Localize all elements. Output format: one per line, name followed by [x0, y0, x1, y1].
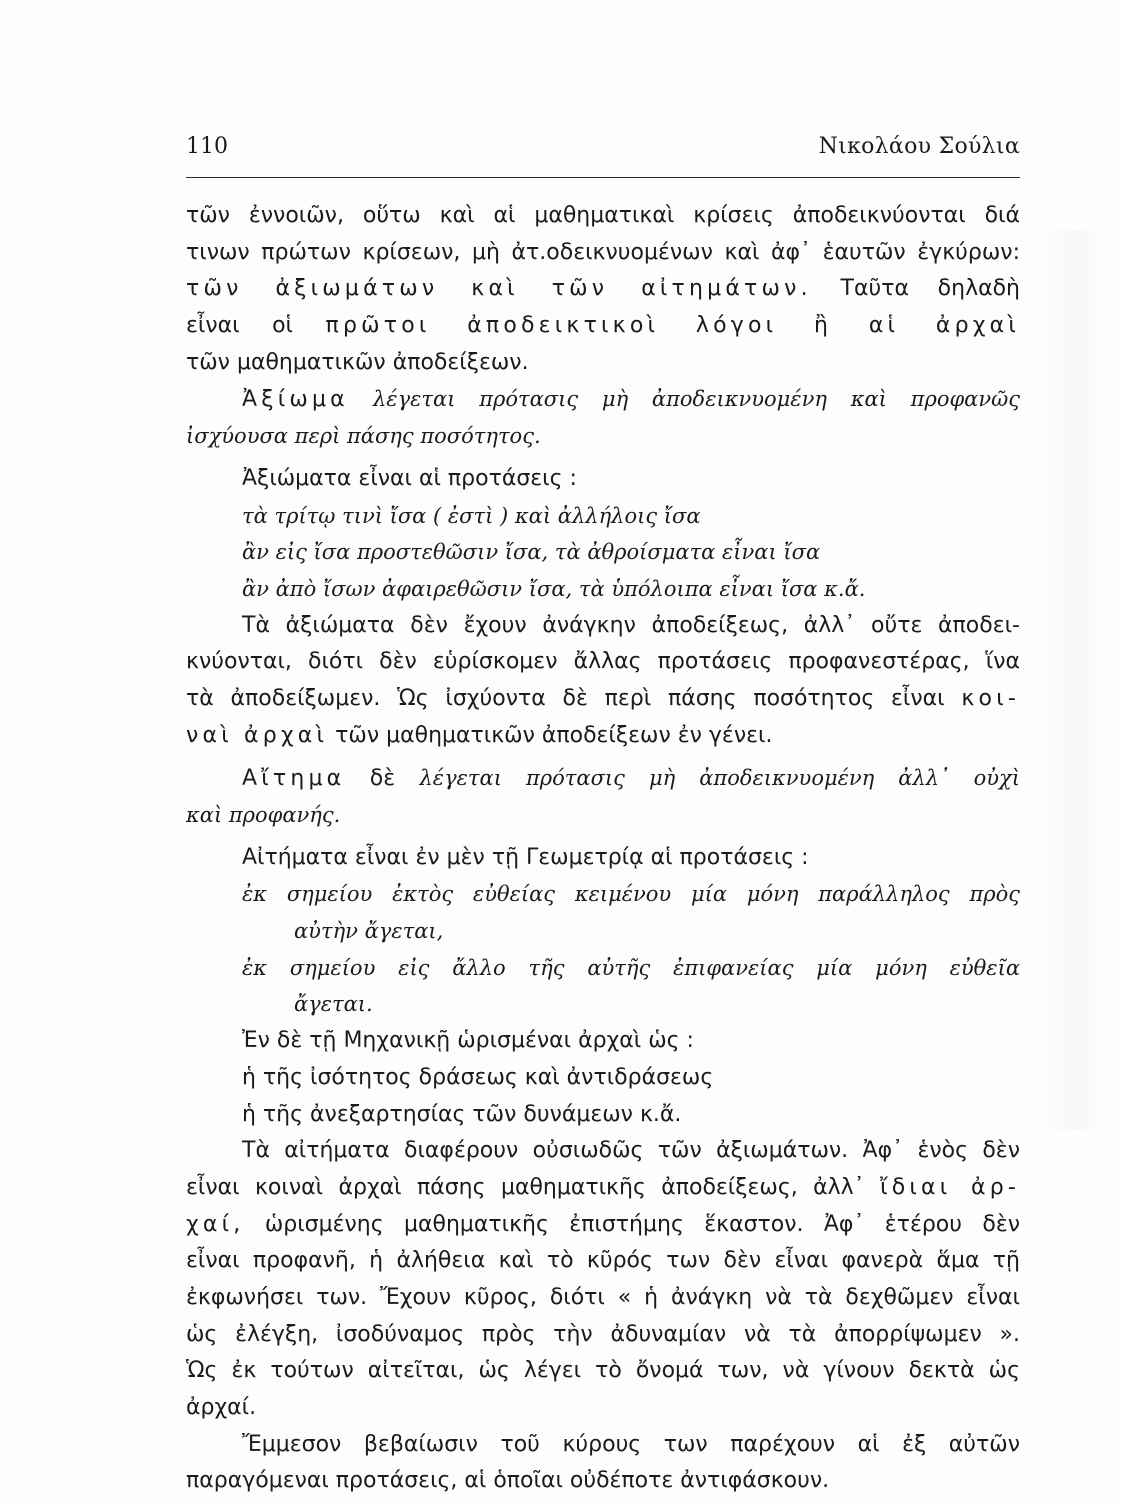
postulate-item: ἐκ σημείου εἰς ἄλλο τῆς αὐτῆς ἐπιφανείας μία μόνη εὐθεῖα: [242, 955, 1020, 980]
bleed-through-shadow: [1040, 230, 1100, 1130]
text-line: [186, 760, 1020, 797]
italic-definition: λέγεται πρότασις μὴ ἀποδεικνυομένη καὶ προφανῶς: [373, 387, 1020, 412]
mechanics-item: ἡ τῆς ἀνεξαρτησίας τῶν δυνάμεων κ.ἄ.: [242, 1101, 682, 1127]
text-line: [186, 718, 1020, 755]
spaced-term: Αἴτημα: [242, 766, 346, 792]
text-fragment: τῶν μαθηματικῶν ἀποδείξεων ἐν γένει.: [335, 722, 773, 748]
text-fragment: Ταῦτα δηλαδὴ: [840, 276, 1020, 302]
axiom-item: ἂν εἰς ἴσα προστεθῶσιν ἴσα, τὰ ἀθροίσματα εἶναι ἴσα: [242, 540, 821, 565]
text-line: ὡς ἐλέγξη, ἰσοδύναμος πρὸς τὴν ἀδυναμίαν νὰ τὰ ἀπορρίψωμεν ».: [186, 1321, 1020, 1347]
spaced-term: ναὶ ἀρχαὶ: [186, 722, 329, 748]
page-number: 110: [186, 134, 228, 159]
mechanics-item: ἡ τῆς ἰσότητος δράσεως καὶ ἀντιδράσεως: [242, 1064, 714, 1090]
text-fragment: εἶναι οἱ: [186, 313, 293, 339]
text-line: ἀρχαί.: [186, 1395, 257, 1420]
running-head-author: Νικολάου Σούλια: [818, 134, 1020, 159]
text-line: Αἰτήματα εἶναι ἐν μὲν τῇ Γεωμετρίᾳ αἱ προτάσεις :: [242, 844, 809, 870]
page-header: [186, 134, 1020, 164]
text-line: τῶν μαθηματικῶν ἀποδείξεων.: [186, 349, 529, 375]
text-line: εἶναι προφανῆ, ἡ ἀλήθεια καὶ τὸ κῦρός των δὲν εἶναι φανερὰ ἅμα τῇ: [186, 1248, 1020, 1274]
spaced-term: τῶν ἀξιωμάτων καὶ τῶν αἰτημάτων.: [186, 276, 812, 302]
axiom-item: ἂν ἀπὸ ἴσων ἀφαιρεθῶσιν ἴσα, τὰ ὑπόλοιπα εἶναι ἴσα κ.ἄ.: [242, 576, 866, 601]
italic-definition: λέγεται πρότασις μὴ ἀποδεικνυομένη ἀλλ᾽ οὐχὶ: [419, 766, 1020, 791]
spaced-term: Ἀξίωμα: [242, 387, 349, 413]
text-line: παραγόμεναι προτάσεις, αἱ ὁποῖαι οὐδέποτε ἀντιφάσκουν.: [186, 1468, 830, 1494]
axiom-item: τὰ τρίτῳ τινὶ ἴσα ( ἐστὶ ) καὶ ἀλλήλοις ἴσα: [242, 503, 701, 528]
text-line: [186, 681, 1020, 718]
text-line: Ἔμμεσον βεβαίωσιν τοῦ κύρους των παρέχουν αἱ ἐξ αὐτῶν: [242, 1431, 1020, 1457]
postulate-item: ἐκ σημείου ἐκτὸς εὐθείας κειμένου μία μόνη παράλληλος πρὸς: [242, 882, 1020, 907]
text-line: Ὡς ἐκ τούτων αἰτεῖται, ὡς λέγει τὸ ὄνομά των, νὰ γίνουν δεκτὰ ὡς: [186, 1358, 1020, 1384]
text-line: [186, 1207, 1020, 1244]
text-line: καὶ προφανής.: [186, 803, 341, 827]
text-line: [186, 271, 1020, 308]
text-line: ἐκφωνήσει των. Ἔχουν κῦρος, διότι « ἡ ἀνάγκη νὰ τὰ δεχθῶμεν εἶναι: [186, 1284, 1020, 1310]
text-line: κνύονται, διότι δὲν εὑρίσκομεν ἄλλας προτάσεις προφανεστέρας, ἵνα: [186, 649, 1020, 675]
text-fragment: τὰ ἀποδείξωμεν. Ὡς ἰσχύοντα δὲ περὶ πάσης ποσότητος εἶναι: [186, 685, 945, 711]
text-line: Ἀξιώματα εἶναι αἱ προτάσεις :: [242, 465, 577, 491]
text-fragment: εἶναι κοιναὶ ἀρχαὶ πάσης μαθηματικῆς ἀποδείξεως, ἀλλ᾽: [186, 1174, 865, 1200]
spaced-term: χαί,: [186, 1211, 245, 1237]
header-rule: [186, 177, 1020, 178]
text-line: [186, 1170, 1020, 1207]
text-line: Ἐν δὲ τῇ Μηχανικῇ ὡρισμέναι ἀρχαὶ ὡς :: [242, 1028, 694, 1054]
text-fragment: δὲ: [369, 766, 396, 792]
postulate-item-continuation: ἄγεται.: [294, 992, 373, 1017]
spaced-term: πρῶτοι ἀποδεικτικοὶ λόγοι ἢ αἱ ἀρχαὶ: [325, 313, 1021, 339]
text-line: τινων πρώτων κρίσεων, μὴ ἀτ.οδεικνυομένων καὶ ἀφ᾽ ἑαυτῶν ἐγκύρων:: [186, 239, 1020, 265]
text-line: ἰσχύουσα περὶ πάσης ποσότητος.: [186, 424, 541, 449]
postulate-item-continuation: αὐτὴν ἄγεται,: [294, 919, 444, 944]
body-text: [186, 198, 1020, 1500]
text-line: [186, 381, 1020, 418]
spaced-term: ἴδιαι ἀρ-: [880, 1174, 1020, 1200]
text-fragment: ὡρισμένης μαθηματικῆς ἐπιστήμης ἕκαστον. Ἀφ᾽ ἑτέρου δὲν: [264, 1211, 1020, 1237]
text-line: [186, 308, 1020, 345]
text-line: Τὰ ἀξιώματα δὲν ἔχουν ἀνάγκην ἀποδείξεως, ἀλλ᾽ οὔτε ἀποδει-: [242, 612, 1020, 638]
spaced-term: κοι-: [961, 685, 1020, 711]
text-line: Τὰ αἰτήματα διαφέρουν οὐσιωδῶς τῶν ἀξιωμάτων. Ἀφ᾽ ἑνὸς δὲν: [242, 1138, 1020, 1164]
text-line: τῶν ἐννοιῶν, οὕτω καὶ αἱ μαθηματικαὶ κρίσεις ἀποδεικνύονται διά: [186, 203, 1020, 228]
